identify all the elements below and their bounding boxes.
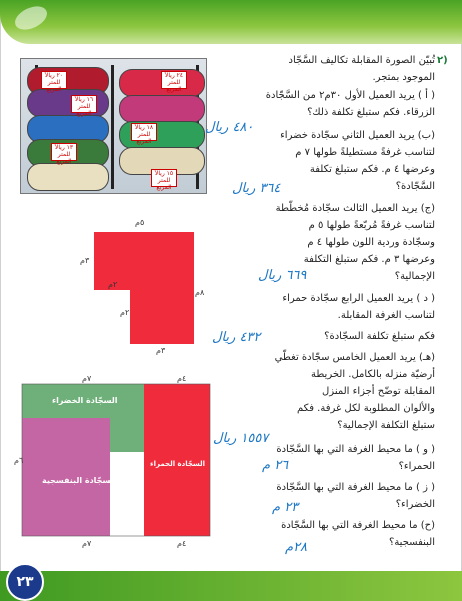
dimension-label: ٣م	[80, 256, 90, 265]
dimension-label: ٧م	[82, 539, 92, 548]
part-h-answer: ٢٨م	[285, 540, 308, 555]
green-room-label: السجّادة الخضراء	[52, 396, 118, 405]
part-a-answer: ٤٨٠ ريال	[205, 120, 254, 135]
part-c-answer: ٦٦٩ ريال	[258, 268, 307, 283]
price-tag: ١٥ ريالاً للمتر المربع	[151, 169, 177, 187]
dimension-label: ٥م	[135, 218, 145, 227]
part-d-line: لتناسب الغرفة المقابلة.	[337, 310, 435, 321]
l-shaped-room-figure	[80, 218, 205, 355]
part-e-line: (هـ) يريد العميل الخامس سجّادة تغطّي	[274, 352, 435, 363]
carpet-rack-illustration	[20, 58, 207, 194]
part-b-line: (ب) يريد العميل الثاني سجّادة خضراء	[280, 130, 435, 141]
part-e-answer: ١٥٥٧ ريال	[213, 431, 269, 446]
carpet-roll	[119, 95, 205, 123]
part-b-answer: ٣٦٤ ريال	[232, 181, 281, 196]
red-room-label: السجّادة الحمراء	[150, 460, 206, 468]
part-f-line: ( و ) ما محيط الغرفة التي بها السَّجّادة	[276, 444, 435, 455]
part-a-line: ( أ ) يريد العميل الأول ٣٠م٢ من السَّجّادة	[265, 90, 435, 101]
dimension-label: ٧م	[82, 374, 92, 383]
rack-pole-middle	[111, 65, 114, 189]
part-c-line: وعرضها ٣ م. فكم ستبلغ التكلفة	[303, 254, 435, 265]
part-c-line: (ج) يريد العميل الثالث سجّادة مُخطّطة	[275, 203, 435, 214]
intro-line: الموجود بمتجر.	[372, 72, 435, 83]
part-z-answer: ٢٣ م	[272, 500, 299, 515]
part-e-line: ستبلغ التكلفة الإجمالية؟	[337, 420, 435, 431]
dimension-label: ٢م	[120, 308, 130, 317]
dimension-label: ٤م	[177, 374, 187, 383]
part-z-line: ( ز ) ما محيط الغرفة التي بها السَّجّادة	[276, 482, 435, 493]
part-c-line: لتناسب غرفةً مُربّعةً طولها ٥ م	[308, 220, 435, 231]
part-b-line: لتناسب غرفةً مستطيلةً طولها ٧ م	[295, 147, 435, 158]
part-z-line: الخضراء؟	[395, 499, 435, 510]
page-number: ٢٣	[6, 563, 44, 601]
header-band	[0, 0, 462, 44]
part-c-line: وسجّادة وردية اللون طولها ٤ م	[307, 237, 435, 248]
part-e-line: أرضيّة منزله بالكامل. الخريطة	[310, 369, 435, 380]
dimension-label: ٤م	[177, 539, 187, 548]
carpet-roll	[27, 163, 109, 191]
price-tag: ١٣ ريالاً للمتر المربع	[51, 143, 77, 161]
part-c-line: الإجمالية؟	[394, 271, 435, 282]
part-e-line: والألوان المطلوبة لكل غرفة. فكم	[297, 403, 435, 414]
part-b-line: السَّجّادة؟	[395, 181, 435, 192]
price-tag: ٢٠ ريالاً للمتر المربع	[41, 71, 67, 89]
footer-band	[0, 571, 462, 601]
purple-room-label: السجّادة البنفسجية	[42, 476, 117, 485]
part-d-line: فكم ستبلغ تكلفة السجّادة؟	[324, 331, 435, 342]
part-d-line: ( د ) يريد العميل الرابع سجّادة حمراء	[282, 293, 435, 304]
part-h-line: البنفسجية؟	[389, 537, 435, 548]
question-number: ٢)	[437, 55, 448, 66]
dimension-label: ٨م	[195, 288, 205, 297]
part-d-answer: ٤٣٢ ريال	[212, 330, 261, 345]
part-a-line: الزرقاء. فكم ستبلغ تكلفة ذلك؟	[307, 107, 435, 118]
part-e-line: المقابلة توضّح أجزاء المنزل	[322, 386, 435, 397]
price-tag: ١٦ ريالاً للمتر المربع	[71, 95, 97, 113]
price-tag: ١٨ ريالاً للمتر المربع	[131, 123, 157, 141]
intro-line: تُبيّن الصورة المقابلة تكاليف السَّجّاد	[288, 55, 435, 66]
price-tag: ٢٤ ريالاً للمتر المربع	[161, 71, 187, 89]
part-f-answer: ٢٦ م	[262, 458, 289, 473]
part-f-line: الحمراء؟	[398, 461, 435, 472]
dimension-label: ٣م	[156, 346, 166, 355]
part-b-line: وعرضها ٤ م. فكم ستبلغ تكلفة	[309, 164, 435, 175]
dimension-label: ٦م	[14, 456, 24, 465]
part-h-line: (ح) ما محيط الغرفة التي بها السَّجّادة	[281, 520, 435, 531]
l-shape-svg	[90, 228, 205, 348]
house-floor-plan	[14, 374, 212, 548]
dimension-label: ٢م	[108, 280, 118, 289]
